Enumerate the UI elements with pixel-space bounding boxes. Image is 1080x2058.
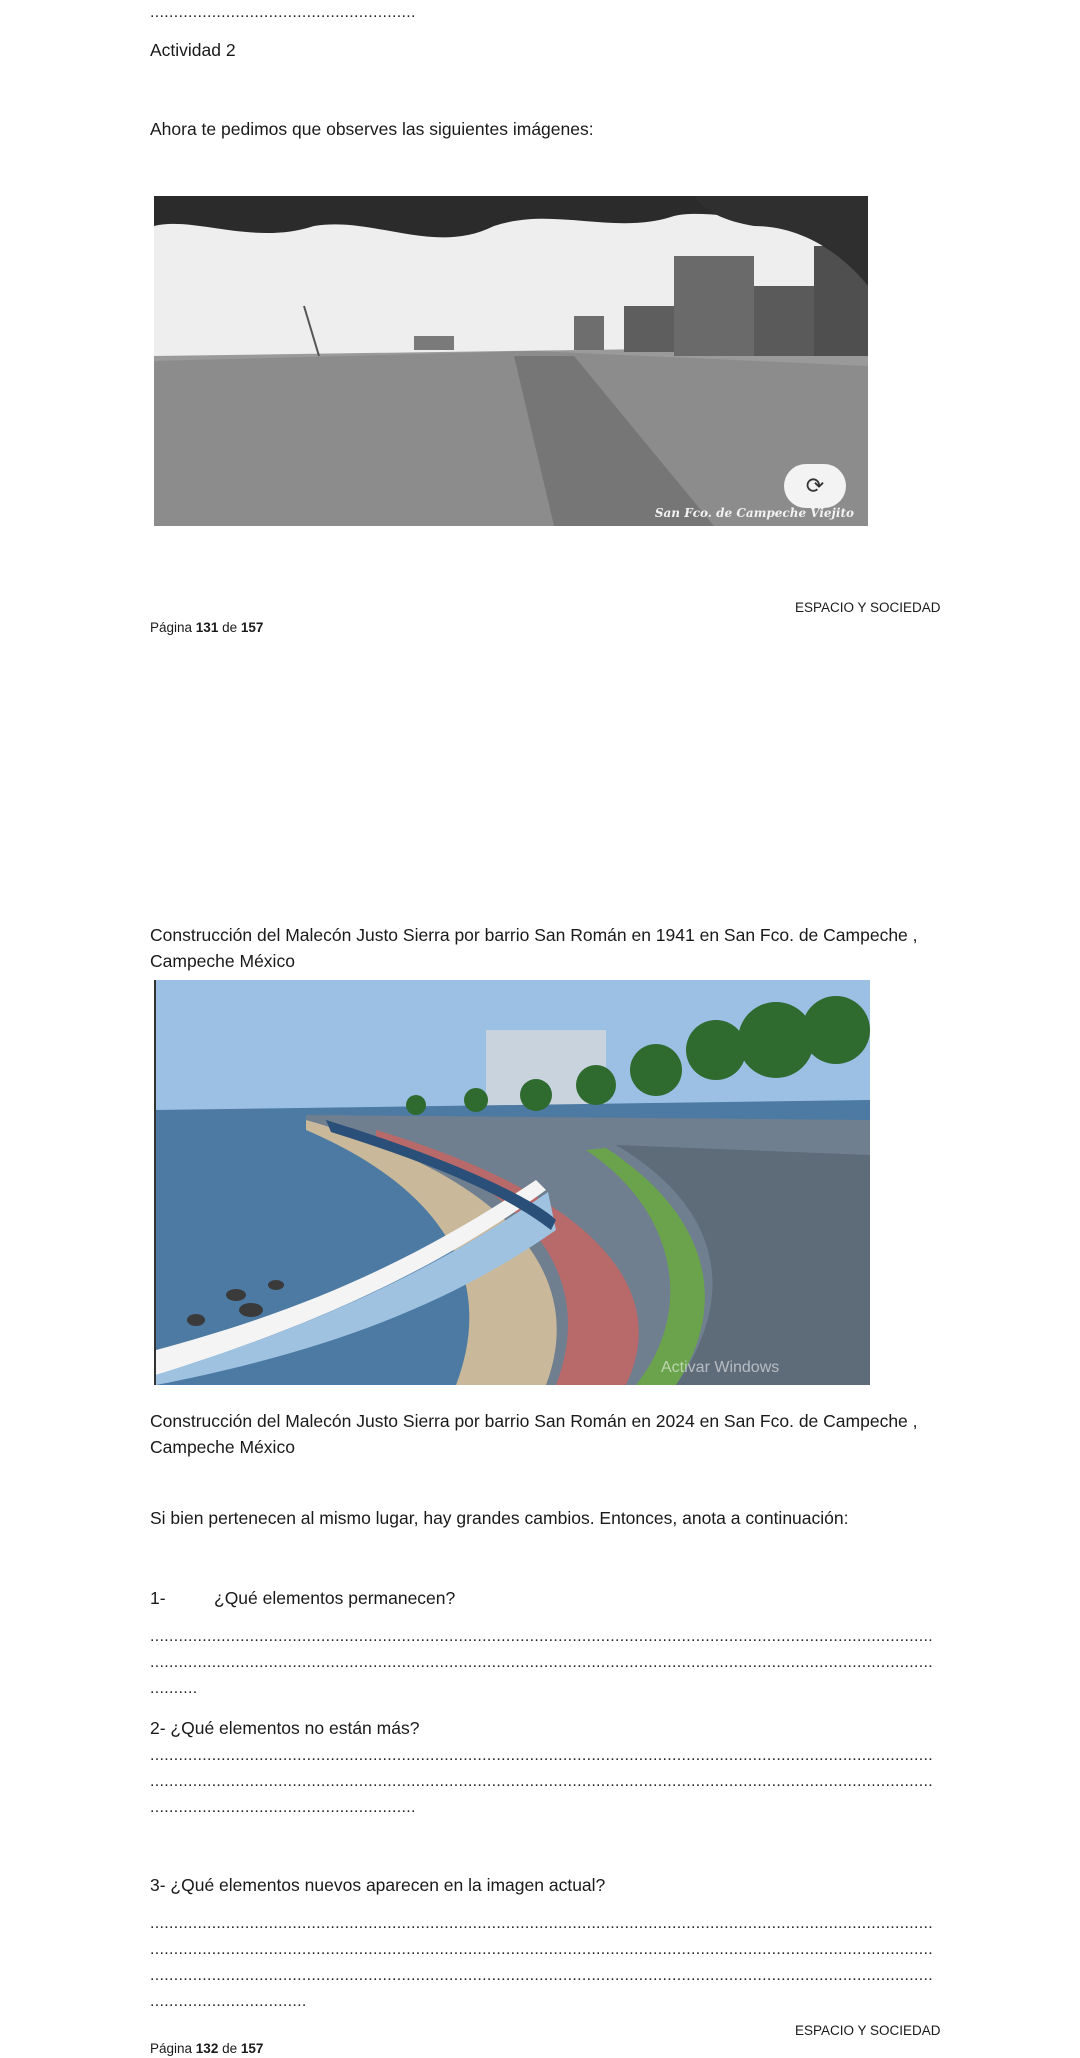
answer-2-line-3[interactable]: ........................................................: [150, 1799, 416, 1816]
caption-1941-line1: Construcción del Malecón Justo Sierra por barrio San Román en 1941 en San Fco. de Campeche ,: [150, 925, 918, 945]
refresh-plus-icon: ⟳: [805, 473, 825, 498]
answer-3-line-3[interactable]: .....................................................................................................................................................................: [150, 1967, 933, 1984]
question-1: [150, 1585, 455, 1611]
modern-malecon-photo: [154, 980, 868, 1385]
page-number-footer: [150, 619, 263, 637]
page-mid: de: [218, 620, 241, 635]
question-1-text: ¿Qué elementos permanecen?: [214, 1588, 456, 1608]
intro-text: Ahora te pedimos que observes las siguientes imágenes:: [150, 119, 594, 139]
answer-1-line-2[interactable]: .....................................................................................................................................................................: [150, 1654, 933, 1671]
answer-1-line-3[interactable]: ..........: [150, 1680, 198, 1697]
old-photo-watermark: San Fco. de Campeche Viejito: [654, 506, 854, 520]
question-3: 3- ¿Qué elementos nuevos aparecen en la imagen actual?: [150, 1875, 606, 1895]
page-header-label-2: ESPACIO Y SOCIEDAD: [795, 2023, 941, 2038]
page-prefix-2: Página: [150, 2041, 196, 2056]
answer-3-line-2[interactable]: .....................................................................................................................................................................: [150, 1941, 933, 1958]
caption-2024-line2: Campeche México: [150, 1437, 295, 1457]
activity-title: Actividad 2: [150, 40, 236, 60]
top-dotted-line: ........................................................: [150, 4, 416, 21]
caption-1941-line2: Campeche México: [150, 951, 295, 971]
answer-3-line-4[interactable]: .................................: [150, 1993, 307, 2010]
activation-watermark: Activar Windows: [661, 1359, 780, 1376]
image-search-badge[interactable]: [784, 464, 846, 508]
page-header-label: ESPACIO Y SOCIEDAD: [795, 600, 941, 615]
page-prefix: Página: [150, 620, 196, 635]
instruction-text: Si bien pertenecen al mismo lugar, hay grandes cambios. Entonces, anota a continuación:: [150, 1508, 849, 1528]
answer-2-line-2[interactable]: .....................................................................................................................................................................: [150, 1773, 933, 1790]
answer-1-line-1[interactable]: .....................................................................................................................................................................: [150, 1628, 933, 1645]
answer-3-line-1[interactable]: .....................................................................................................................................................................: [150, 1915, 933, 1932]
page-current: 131: [195, 620, 219, 635]
caption-2024-line1: Construcción del Malecón Justo Sierra por barrio San Román en 2024 en San Fco. de Campeche ,: [150, 1411, 918, 1431]
old-malecon-photo: [154, 196, 868, 526]
question-2: 2- ¿Qué elementos no están más?: [150, 1718, 420, 1738]
page-mid-2: de: [218, 2041, 241, 2056]
page-total-2: 157: [240, 2041, 264, 2056]
page-current-2: 132: [195, 2041, 219, 2056]
page-total: 157: [240, 620, 264, 635]
question-1-number: 1-: [150, 1588, 166, 1608]
page-number-footer-2: [150, 2040, 263, 2058]
answer-2-line-1[interactable]: .....................................................................................................................................................................: [150, 1747, 933, 1764]
